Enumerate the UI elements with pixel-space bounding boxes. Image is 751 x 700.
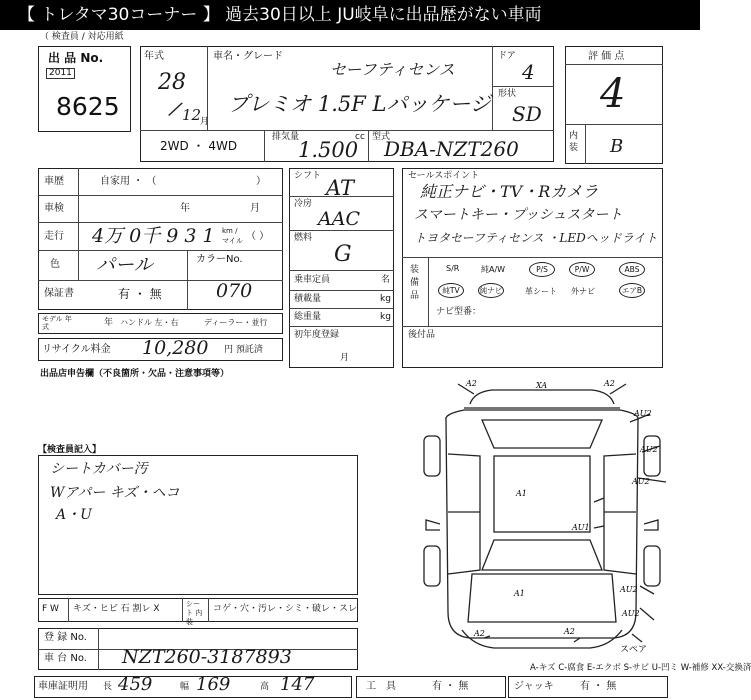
ac-value: AAC <box>318 208 360 230</box>
tools-value: 有 ・ 無 <box>432 681 469 692</box>
name-label: 車名・グレード <box>213 51 283 62</box>
dmg-rf-corner: AU2 <box>622 609 640 618</box>
colorcode-label: カラーNo. <box>196 254 243 265</box>
mileage-unit: km / マイル <box>222 227 243 245</box>
gross-unit: kg <box>380 312 391 322</box>
eq-leather: 革シート <box>525 287 557 296</box>
sales-line2: スマートキー・プッシュスタート <box>414 207 623 223</box>
front-left-wheel <box>424 546 440 586</box>
sales-line3: トヨタセーフティセンス ・LEDヘッドライト <box>414 231 658 245</box>
seat-text: コゲ・穴・汚レ・シミ・破レ・スレ <box>213 604 358 614</box>
eq-ext-navi: 外ナビ <box>571 287 595 296</box>
recycle-unit: 円 預託済 <box>224 345 263 355</box>
page-banner: 【 トレタマ30コーナー 】 過去30日以上 JU岐阜に出品歴がない車両 <box>0 0 700 30</box>
shape-value: SD <box>512 102 542 126</box>
reg-label: 登 録 No. <box>44 632 87 643</box>
sales-label: セールスポイント <box>408 171 480 181</box>
eq-tv: 純TV <box>438 283 464 298</box>
recycle-label: リサイクル料金 <box>42 344 111 355</box>
rekireki-label: 車歴 <box>44 176 64 187</box>
dmg-r-fender: AU2 <box>640 445 658 454</box>
rear-bumper <box>470 390 614 404</box>
month-unit: 月 <box>200 117 210 127</box>
dmg-rf-fender: AU2 <box>620 585 638 594</box>
jack-value: 有 ・ 無 <box>580 681 617 692</box>
rear-right-wheel <box>644 436 660 476</box>
shape-label: 形状 <box>498 89 517 99</box>
eq-abs: ABS <box>619 262 645 277</box>
handle-label: ハンドル 左・右 <box>120 318 179 327</box>
car-diagram <box>404 374 680 656</box>
load-unit: kg <box>380 294 391 304</box>
dmg-rr-door: AU2 <box>634 409 652 418</box>
rekireki-value: 自家用 ・ （ <box>100 176 157 187</box>
spare-label: スペア <box>620 645 648 655</box>
lot-number: 8625 <box>56 92 120 121</box>
year-stamp: 2011 <box>46 68 75 79</box>
damage-codes: A-キズ C-腐食 E-エクボ S-サビ U-凹ミ W-補修 XX-交換済 <box>530 663 751 673</box>
color-value: パール <box>96 254 153 276</box>
eq-alloy: 純A/W <box>481 265 506 274</box>
inspector-line2: Wアパー キズ・ヘコ <box>50 485 180 501</box>
dmg-roof: A1 <box>516 489 527 498</box>
year-label: 年式 <box>144 51 164 62</box>
gross-label: 総重量 <box>294 312 322 322</box>
fuel-value: G <box>334 242 352 267</box>
dmg-front-right: A2 <box>564 627 575 636</box>
name-line1: セーフティセンス <box>330 60 455 79</box>
recycle-value: 10,280 <box>142 337 209 359</box>
month-value: 12 <box>182 106 202 124</box>
first-reg-label: 初年度登録 <box>294 330 340 340</box>
dmg-front-left: A2 <box>474 629 485 638</box>
report-label: 出品店申告欄（不良箇所・欠品・注意事項等） <box>40 369 230 379</box>
door-value: 4 <box>522 60 535 84</box>
shaken-year: 年 <box>180 203 190 214</box>
capacity-unit: 名 <box>381 275 391 285</box>
type-value: DBA-NZT260 <box>384 137 519 161</box>
interior-label: 内装 <box>569 131 579 153</box>
inspector-header: 【検査員記入】 <box>38 445 102 455</box>
rekireki-close: ） <box>256 176 266 187</box>
color-label: 色 <box>50 259 60 270</box>
fw-label: F W <box>42 604 59 614</box>
chassis-label: 車 台 No. <box>44 653 87 664</box>
year-value: 28 <box>158 70 186 95</box>
mileage-label: 走行 <box>44 231 64 242</box>
shift-label: シフト <box>294 171 322 181</box>
rear-left-wheel <box>424 436 440 476</box>
eq-navi: 純ナビ <box>478 283 504 298</box>
chassis-value: NZT260-3187893 <box>122 646 292 668</box>
tools-label: 工 具 <box>366 681 396 692</box>
mileage-paren: （ ） <box>246 231 270 242</box>
interior-value: B <box>610 136 624 157</box>
dmg-hood: A1 <box>514 589 525 598</box>
dealer-label: ディーラー・並行 <box>204 318 268 327</box>
load-label: 積載量 <box>294 294 322 304</box>
drive-label: 2WD ・ 4WD <box>160 139 238 153</box>
aftermarket-label: 後付品 <box>408 330 436 340</box>
ac-label: 冷房 <box>294 199 313 209</box>
eq-sr: S/R <box>446 264 460 273</box>
car-body <box>446 410 638 638</box>
warranty-value: 有 ・ 無 <box>118 287 162 301</box>
front-right-wheel <box>644 546 660 586</box>
eq-ps: P/S <box>529 262 555 277</box>
height-label: 高 <box>260 682 270 692</box>
shift-value: AT <box>326 176 355 200</box>
eq-pw: P/W <box>569 262 595 277</box>
eq-airbag: エアB <box>619 283 645 298</box>
colorcode-value: 070 <box>216 280 253 302</box>
roof <box>494 456 590 532</box>
lot-label: 出 品 No. <box>48 51 104 65</box>
disp-value: 1.500 <box>298 138 359 162</box>
shaken-month: 月 <box>250 203 260 214</box>
model-year: 年 <box>104 318 114 328</box>
inspector-line3: A・U <box>56 507 92 523</box>
name-line2: プレミオ 1.5F Lパッケージ <box>228 92 492 116</box>
mileage-value: 4万 0千 9 3 1 <box>92 225 215 247</box>
warranty-label: 保証書 <box>44 288 74 299</box>
score-label: 評 価 点 <box>588 51 625 62</box>
seat-label: シート 内装 <box>186 600 203 626</box>
top-note: （ 検査員 / 対応用紙 <box>40 32 124 42</box>
shaken-label: 車検 <box>44 203 64 214</box>
dmg-r-side: AU2 <box>632 477 650 486</box>
length-label: 長 <box>103 682 113 692</box>
disp-unit: cc <box>355 132 365 142</box>
length-value: 459 <box>118 674 153 695</box>
capacity-label: 乗車定員 <box>294 275 331 285</box>
fw-text: キズ・ヒビ 石 割レ X <box>73 604 160 614</box>
width-label: 幅 <box>180 682 190 692</box>
first-reg-month: 月 <box>340 353 350 363</box>
sales-line1: 純正ナビ・TV・Rカメラ <box>420 182 599 201</box>
dmg-rear-right: A2 <box>604 379 615 388</box>
door-label: ドア <box>498 51 516 61</box>
cert-label: 車庫証明用 <box>38 681 88 692</box>
dmg-rear-left: A2 <box>466 379 477 388</box>
month-slash: / <box>168 96 184 121</box>
jack-label: ジャッキ <box>514 681 554 692</box>
width-value: 169 <box>196 674 231 695</box>
fuel-label: 燃料 <box>294 233 313 243</box>
disp-label: 排気量 <box>272 132 300 142</box>
type-label: 型式 <box>372 132 391 142</box>
score-value: 4 <box>600 71 626 117</box>
navi-model-label: ナビ型番： <box>436 307 482 317</box>
equipment-label: 装 備 品 <box>410 265 420 301</box>
dmg-rear-center: XA <box>536 381 548 390</box>
model-label: モデル 年式 <box>42 315 72 331</box>
dmg-rf-door: AU1 <box>572 523 590 532</box>
inspector-line1: シートカバー汚 <box>50 461 148 477</box>
height-value: 147 <box>280 674 315 695</box>
